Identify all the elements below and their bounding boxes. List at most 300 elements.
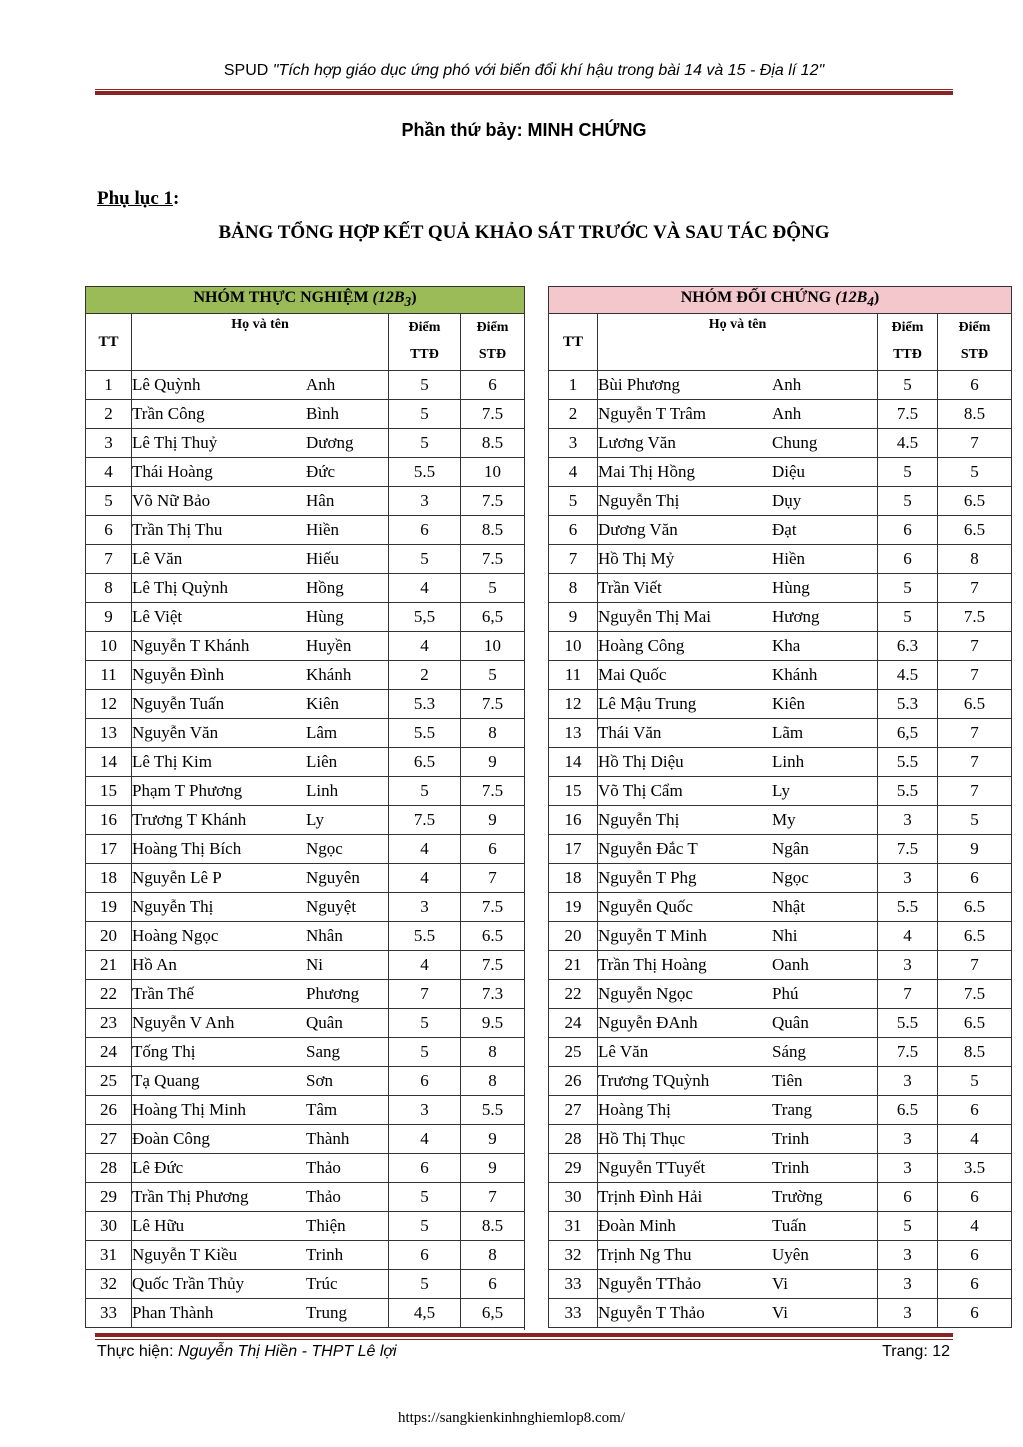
table-row (549, 1009, 1012, 1038)
row-name (598, 429, 878, 458)
table-row (549, 1067, 1012, 1096)
row-std: 6.5 (461, 922, 525, 951)
row-name (132, 603, 389, 632)
row-name (598, 516, 878, 545)
row-tt: 32 (86, 1270, 132, 1299)
row-given-name: Nhân (306, 926, 343, 945)
row-name (132, 574, 389, 603)
row-ttd: 5.5 (878, 1009, 938, 1038)
row-given-name: Quân (306, 1013, 343, 1032)
row-name (132, 661, 389, 690)
row-given-name: Vi (772, 1303, 788, 1322)
row-std: 6,5 (461, 603, 525, 632)
header-title: "Tích hợp giáo dục ứng phó với biến đổi khí hậu trong bài 14 và 15 - Địa lí 12" (272, 62, 825, 79)
row-std: 8.5 (461, 1212, 525, 1241)
table-title: BẢNG TỔNG HỢP KẾT QUẢ KHẢO SÁT TRƯỚC VÀ SAU TÁC ĐỘNG (218, 222, 830, 243)
row-std: 6,5 (461, 1299, 525, 1328)
row-ttd: 3 (878, 1299, 938, 1328)
table-row (86, 458, 525, 487)
row-tt: 33 (549, 1270, 598, 1299)
row-surname: Nguyễn Thị (598, 810, 680, 829)
row-std: 9 (461, 1125, 525, 1154)
footer-label: Thực hiện: (97, 1343, 178, 1360)
row-given-name: Khánh (306, 665, 352, 684)
row-given-name: Hiền (772, 549, 806, 568)
row-std: 7 (938, 574, 1012, 603)
group-title-text: NHÓM ĐỐI CHỨNG (680, 289, 836, 307)
row-ttd: 4 (389, 574, 461, 603)
row-given-name: Hiếu (306, 549, 340, 568)
row-name (132, 1212, 389, 1241)
std-label: STĐ (960, 347, 989, 362)
row-surname: Hồ Thị Mỷ (598, 549, 675, 568)
row-given-name: Ngọc (306, 839, 343, 858)
row-std: 6.5 (938, 487, 1012, 516)
row-name (598, 487, 878, 516)
row-std: 8.5 (461, 429, 525, 458)
row-surname: Nguyễn Đắc T (598, 839, 698, 858)
row-surname: Phạm T Phương (132, 781, 243, 800)
row-name (132, 371, 389, 400)
row-tt: 29 (86, 1183, 132, 1212)
row-ttd: 7.5 (389, 806, 461, 835)
row-ttd: 5.5 (389, 922, 461, 951)
row-name (132, 1009, 389, 1038)
class-code: (12B (372, 289, 405, 307)
row-tt: 26 (549, 1067, 598, 1096)
table-row (549, 1299, 1012, 1328)
row-std: 6.5 (938, 516, 1012, 545)
row-surname: Nguyễn T Thảo (598, 1303, 705, 1322)
row-surname: Võ Nữ Bảo (132, 491, 211, 510)
class-close: ) (873, 289, 880, 307)
row-name (598, 1125, 878, 1154)
table-row (549, 777, 1012, 806)
row-name (598, 1241, 878, 1270)
row-tt: 33 (86, 1299, 132, 1328)
row-tt: 10 (549, 632, 598, 661)
row-ttd: 3 (389, 893, 461, 922)
row-tt: 20 (86, 922, 132, 951)
row-given-name: Anh (772, 375, 802, 394)
row-std: 9.5 (461, 1009, 525, 1038)
row-std: 6 (461, 835, 525, 864)
row-ttd: 5.5 (389, 458, 461, 487)
row-given-name: Hồng (306, 578, 344, 597)
col-tt: TT (86, 314, 132, 371)
row-std: 7 (938, 777, 1012, 806)
row-std: 7.5 (461, 777, 525, 806)
row-tt: 2 (549, 400, 598, 429)
table-row (86, 1009, 525, 1038)
footer-rule-thick (95, 1333, 953, 1337)
row-tt: 26 (86, 1096, 132, 1125)
row-tt: 8 (86, 574, 132, 603)
row-surname: Bùi Phương (598, 375, 680, 394)
row-given-name: Ni (306, 955, 323, 974)
table-row (86, 400, 525, 429)
row-tt: 6 (549, 516, 598, 545)
row-std: 6 (461, 1270, 525, 1299)
row-ttd: 4 (389, 951, 461, 980)
row-given-name: Tuấn (772, 1216, 807, 1235)
row-given-name: Ngân (772, 839, 809, 858)
row-tt: 4 (86, 458, 132, 487)
footer-author-name: Nguyễn Thị Hiền - THPT Lê lợi (177, 1343, 397, 1360)
row-given-name: Tâm (306, 1100, 338, 1119)
row-name (132, 922, 389, 951)
row-surname: Thái Văn (598, 723, 662, 742)
row-surname: Nguyễn T Phg (598, 868, 697, 887)
row-name (598, 1270, 878, 1299)
row-given-name: Linh (772, 752, 805, 771)
row-name (598, 1038, 878, 1067)
row-surname: Nguyễn Văn (132, 723, 219, 742)
row-given-name: Uyên (772, 1245, 809, 1264)
row-given-name: Kiên (772, 694, 806, 713)
row-ttd: 5 (878, 574, 938, 603)
row-given-name: Hương (772, 607, 820, 626)
row-ttd: 6 (878, 1183, 938, 1212)
table-row (549, 458, 1012, 487)
row-given-name: Hân (306, 491, 335, 510)
row-name (598, 777, 878, 806)
row-name (132, 719, 389, 748)
row-tt: 28 (86, 1154, 132, 1183)
row-given-name: Lâm (306, 723, 338, 742)
col-name: Họ và tên (132, 314, 389, 371)
table-row (549, 922, 1012, 951)
class-code: (12B (835, 289, 868, 307)
row-surname: Thái Hoàng (132, 462, 213, 481)
row-surname: Nguyễn T Kiều (132, 1245, 238, 1264)
row-given-name: Vi (772, 1274, 788, 1293)
row-given-name: Thảo (306, 1187, 341, 1206)
document-header (95, 62, 953, 80)
group-title-text: NHÓM THỰC NGHIỆM (193, 289, 373, 307)
footer-author (97, 1343, 397, 1361)
row-surname: Lê Quỳnh (132, 375, 201, 394)
row-name (132, 632, 389, 661)
row-ttd: 3 (878, 806, 938, 835)
row-tt: 27 (86, 1125, 132, 1154)
row-name (598, 603, 878, 632)
row-surname: Nguyễn Thị (598, 491, 680, 510)
row-surname: Mai Quốc (598, 665, 667, 684)
table-row (86, 487, 525, 516)
row-given-name: Tiên (772, 1071, 803, 1090)
row-std: 4 (938, 1125, 1012, 1154)
row-given-name: Phương (306, 984, 360, 1003)
table-row (86, 922, 525, 951)
row-std: 3.5 (938, 1154, 1012, 1183)
table-row (86, 1270, 525, 1299)
row-given-name: Huyền (306, 636, 352, 655)
row-surname: Phan Thành (132, 1303, 214, 1322)
row-name (598, 632, 878, 661)
row-ttd: 4 (389, 632, 461, 661)
experimental-group-rows (86, 371, 525, 1328)
row-ttd: 5.5 (878, 748, 938, 777)
row-ttd: 5 (389, 429, 461, 458)
page-number: Trang: 12 (882, 1343, 950, 1360)
score-word: Điểm (958, 320, 991, 335)
ttd-label: TTĐ (410, 347, 439, 362)
row-ttd: 7.5 (878, 1038, 938, 1067)
row-tt: 13 (86, 719, 132, 748)
row-given-name: Nhật (772, 897, 806, 916)
row-ttd: 5 (389, 1009, 461, 1038)
row-tt: 17 (549, 835, 598, 864)
row-ttd: 7.5 (878, 400, 938, 429)
row-name (132, 893, 389, 922)
row-name (598, 864, 878, 893)
row-ttd: 3 (878, 1125, 938, 1154)
row-std: 7 (938, 632, 1012, 661)
row-name (132, 545, 389, 574)
row-tt: 9 (549, 603, 598, 632)
table-row (86, 1183, 525, 1212)
row-surname: Trần Thị Thu (132, 520, 223, 539)
row-ttd: 5 (389, 400, 461, 429)
row-name (598, 1067, 878, 1096)
table-row (549, 1125, 1012, 1154)
table-row (86, 777, 525, 806)
table-row (86, 516, 525, 545)
row-std: 7 (938, 429, 1012, 458)
row-given-name: Đạt (772, 520, 797, 539)
table-row (86, 1038, 525, 1067)
col-ttd (389, 314, 461, 371)
table-row (86, 429, 525, 458)
row-ttd: 4,5 (389, 1299, 461, 1328)
table-row (549, 980, 1012, 1009)
row-std: 4 (938, 1212, 1012, 1241)
row-ttd: 4 (389, 1125, 461, 1154)
experimental-group-table (85, 286, 525, 1328)
appendix-colon: : (173, 188, 180, 209)
row-std: 6.5 (938, 922, 1012, 951)
row-surname: Lê Thị Kim (132, 752, 212, 771)
row-tt: 19 (549, 893, 598, 922)
row-ttd: 5,5 (389, 603, 461, 632)
row-name (598, 922, 878, 951)
row-surname: Hoàng Công (598, 636, 685, 655)
row-tt: 15 (549, 777, 598, 806)
row-tt: 5 (86, 487, 132, 516)
class-sub: 3 (404, 294, 412, 310)
table-row (86, 545, 525, 574)
score-word: Điểm (891, 320, 924, 335)
row-ttd: 3 (878, 951, 938, 980)
control-group-table (548, 286, 1012, 1328)
row-name (132, 864, 389, 893)
row-surname: Quốc Trần Thủy (132, 1274, 245, 1293)
ttd-label: TTĐ (893, 347, 922, 362)
row-given-name: Dương (306, 433, 354, 452)
table-row (86, 1096, 525, 1125)
class-sub: 4 (867, 294, 874, 310)
row-tt: 1 (86, 371, 132, 400)
row-std: 7.5 (461, 545, 525, 574)
table-row (86, 603, 525, 632)
row-given-name: Trung (306, 1303, 347, 1322)
row-name (598, 690, 878, 719)
row-ttd: 5 (878, 458, 938, 487)
row-given-name: Kha (772, 636, 801, 655)
row-surname: Hồ An (132, 955, 177, 974)
row-surname: Nguyễn V Anh (132, 1013, 235, 1032)
table-row (549, 371, 1012, 400)
row-name (132, 951, 389, 980)
row-std: 6 (938, 1096, 1012, 1125)
header-rule-thin (95, 89, 953, 90)
row-std: 7 (461, 864, 525, 893)
row-ttd: 5 (389, 1183, 461, 1212)
row-ttd: 5 (389, 545, 461, 574)
row-std: 6.5 (938, 893, 1012, 922)
row-tt: 28 (549, 1125, 598, 1154)
row-name (598, 719, 878, 748)
row-tt: 15 (86, 777, 132, 806)
experimental-group-title (86, 287, 525, 314)
row-ttd: 6.5 (389, 748, 461, 777)
row-tt: 27 (549, 1096, 598, 1125)
table-row (86, 893, 525, 922)
row-surname: Nguyễn Lê P (132, 868, 222, 887)
row-name (132, 690, 389, 719)
row-std: 5 (461, 574, 525, 603)
row-std: 8 (461, 1241, 525, 1270)
row-name (132, 1270, 389, 1299)
row-name (598, 458, 878, 487)
row-std: 6 (938, 1241, 1012, 1270)
row-tt: 16 (549, 806, 598, 835)
table-row (86, 1212, 525, 1241)
table-row (86, 1299, 525, 1328)
row-given-name: Trinh (772, 1158, 810, 1177)
row-std: 9 (938, 835, 1012, 864)
table-row (86, 1125, 525, 1154)
table-row (549, 1183, 1012, 1212)
row-std: 7.5 (461, 487, 525, 516)
control-group-rows (549, 371, 1012, 1328)
row-surname: Hồ Thị Diệu (598, 752, 684, 771)
row-given-name: Khánh (772, 665, 818, 684)
table-row (86, 719, 525, 748)
row-name (598, 1212, 878, 1241)
row-tt: 21 (549, 951, 598, 980)
row-ttd: 5 (389, 777, 461, 806)
footer-rule-thin (95, 1339, 953, 1340)
row-surname: Tống Thị (132, 1042, 196, 1061)
row-std: 9 (461, 806, 525, 835)
row-given-name: Liên (306, 752, 338, 771)
row-name (598, 371, 878, 400)
row-tt: 11 (86, 661, 132, 690)
row-std: 6 (938, 1270, 1012, 1299)
row-name (132, 835, 389, 864)
row-name (132, 748, 389, 777)
row-surname: Võ Thị Cẩm (598, 781, 683, 800)
table-row (549, 1241, 1012, 1270)
row-given-name: Trinh (772, 1129, 810, 1148)
row-surname: Nguyễn Quốc (598, 897, 693, 916)
row-tt: 14 (549, 748, 598, 777)
row-given-name: Sang (306, 1042, 340, 1061)
row-tt: 32 (549, 1241, 598, 1270)
row-given-name: Hùng (306, 607, 344, 626)
row-name (132, 806, 389, 835)
row-given-name: Anh (306, 375, 336, 394)
class-close: ) (411, 289, 417, 307)
row-name (132, 429, 389, 458)
row-tt: 8 (549, 574, 598, 603)
row-std: 9 (461, 748, 525, 777)
row-given-name: Trinh (306, 1245, 344, 1264)
row-std: 8.5 (938, 400, 1012, 429)
row-ttd: 7.5 (878, 835, 938, 864)
row-tt: 10 (86, 632, 132, 661)
row-name (132, 1038, 389, 1067)
header-rule-thick (95, 91, 953, 95)
table-row (86, 1154, 525, 1183)
part-title: Phần thứ bảy: MINH CHỨNG (401, 120, 647, 140)
row-tt: 23 (86, 1009, 132, 1038)
row-tt: 7 (549, 545, 598, 574)
row-std: 10 (461, 458, 525, 487)
row-std: 7 (938, 951, 1012, 980)
row-surname: Nguyễn T Trâm (598, 404, 707, 423)
row-name (598, 1009, 878, 1038)
row-surname: Lê Mậu Trung (598, 694, 697, 713)
row-tt: 24 (549, 1009, 598, 1038)
row-ttd: 3 (878, 864, 938, 893)
row-given-name: Hiền (306, 520, 340, 539)
row-tt: 4 (549, 458, 598, 487)
row-tt: 3 (549, 429, 598, 458)
row-given-name: Bình (306, 404, 340, 423)
row-surname: Mai Thị Hồng (598, 462, 695, 481)
row-surname: Hoàng Ngọc (132, 926, 219, 945)
table-row (549, 864, 1012, 893)
row-tt: 31 (549, 1212, 598, 1241)
row-tt: 24 (86, 1038, 132, 1067)
table-row (549, 429, 1012, 458)
row-std: 7.5 (938, 980, 1012, 1009)
row-surname: Nguyễn Thị Mai (598, 607, 712, 626)
row-surname: Dương Văn (598, 520, 678, 539)
row-surname: Nguyễn Tuấn (132, 694, 225, 713)
row-name (598, 400, 878, 429)
table-row (86, 632, 525, 661)
row-given-name: Đức (306, 462, 336, 481)
row-ttd: 4 (389, 835, 461, 864)
row-tt: 20 (549, 922, 598, 951)
table-row (86, 1067, 525, 1096)
row-ttd: 5 (878, 371, 938, 400)
row-given-name: Lãm (772, 723, 804, 742)
row-name (132, 400, 389, 429)
table-row (549, 719, 1012, 748)
row-std: 8 (938, 545, 1012, 574)
row-ttd: 4.5 (878, 661, 938, 690)
row-std: 6 (938, 864, 1012, 893)
row-ttd: 3 (878, 1067, 938, 1096)
table-row (549, 632, 1012, 661)
row-given-name: Thiện (306, 1216, 346, 1235)
row-surname: Trần Thị Hoàng (598, 955, 707, 974)
